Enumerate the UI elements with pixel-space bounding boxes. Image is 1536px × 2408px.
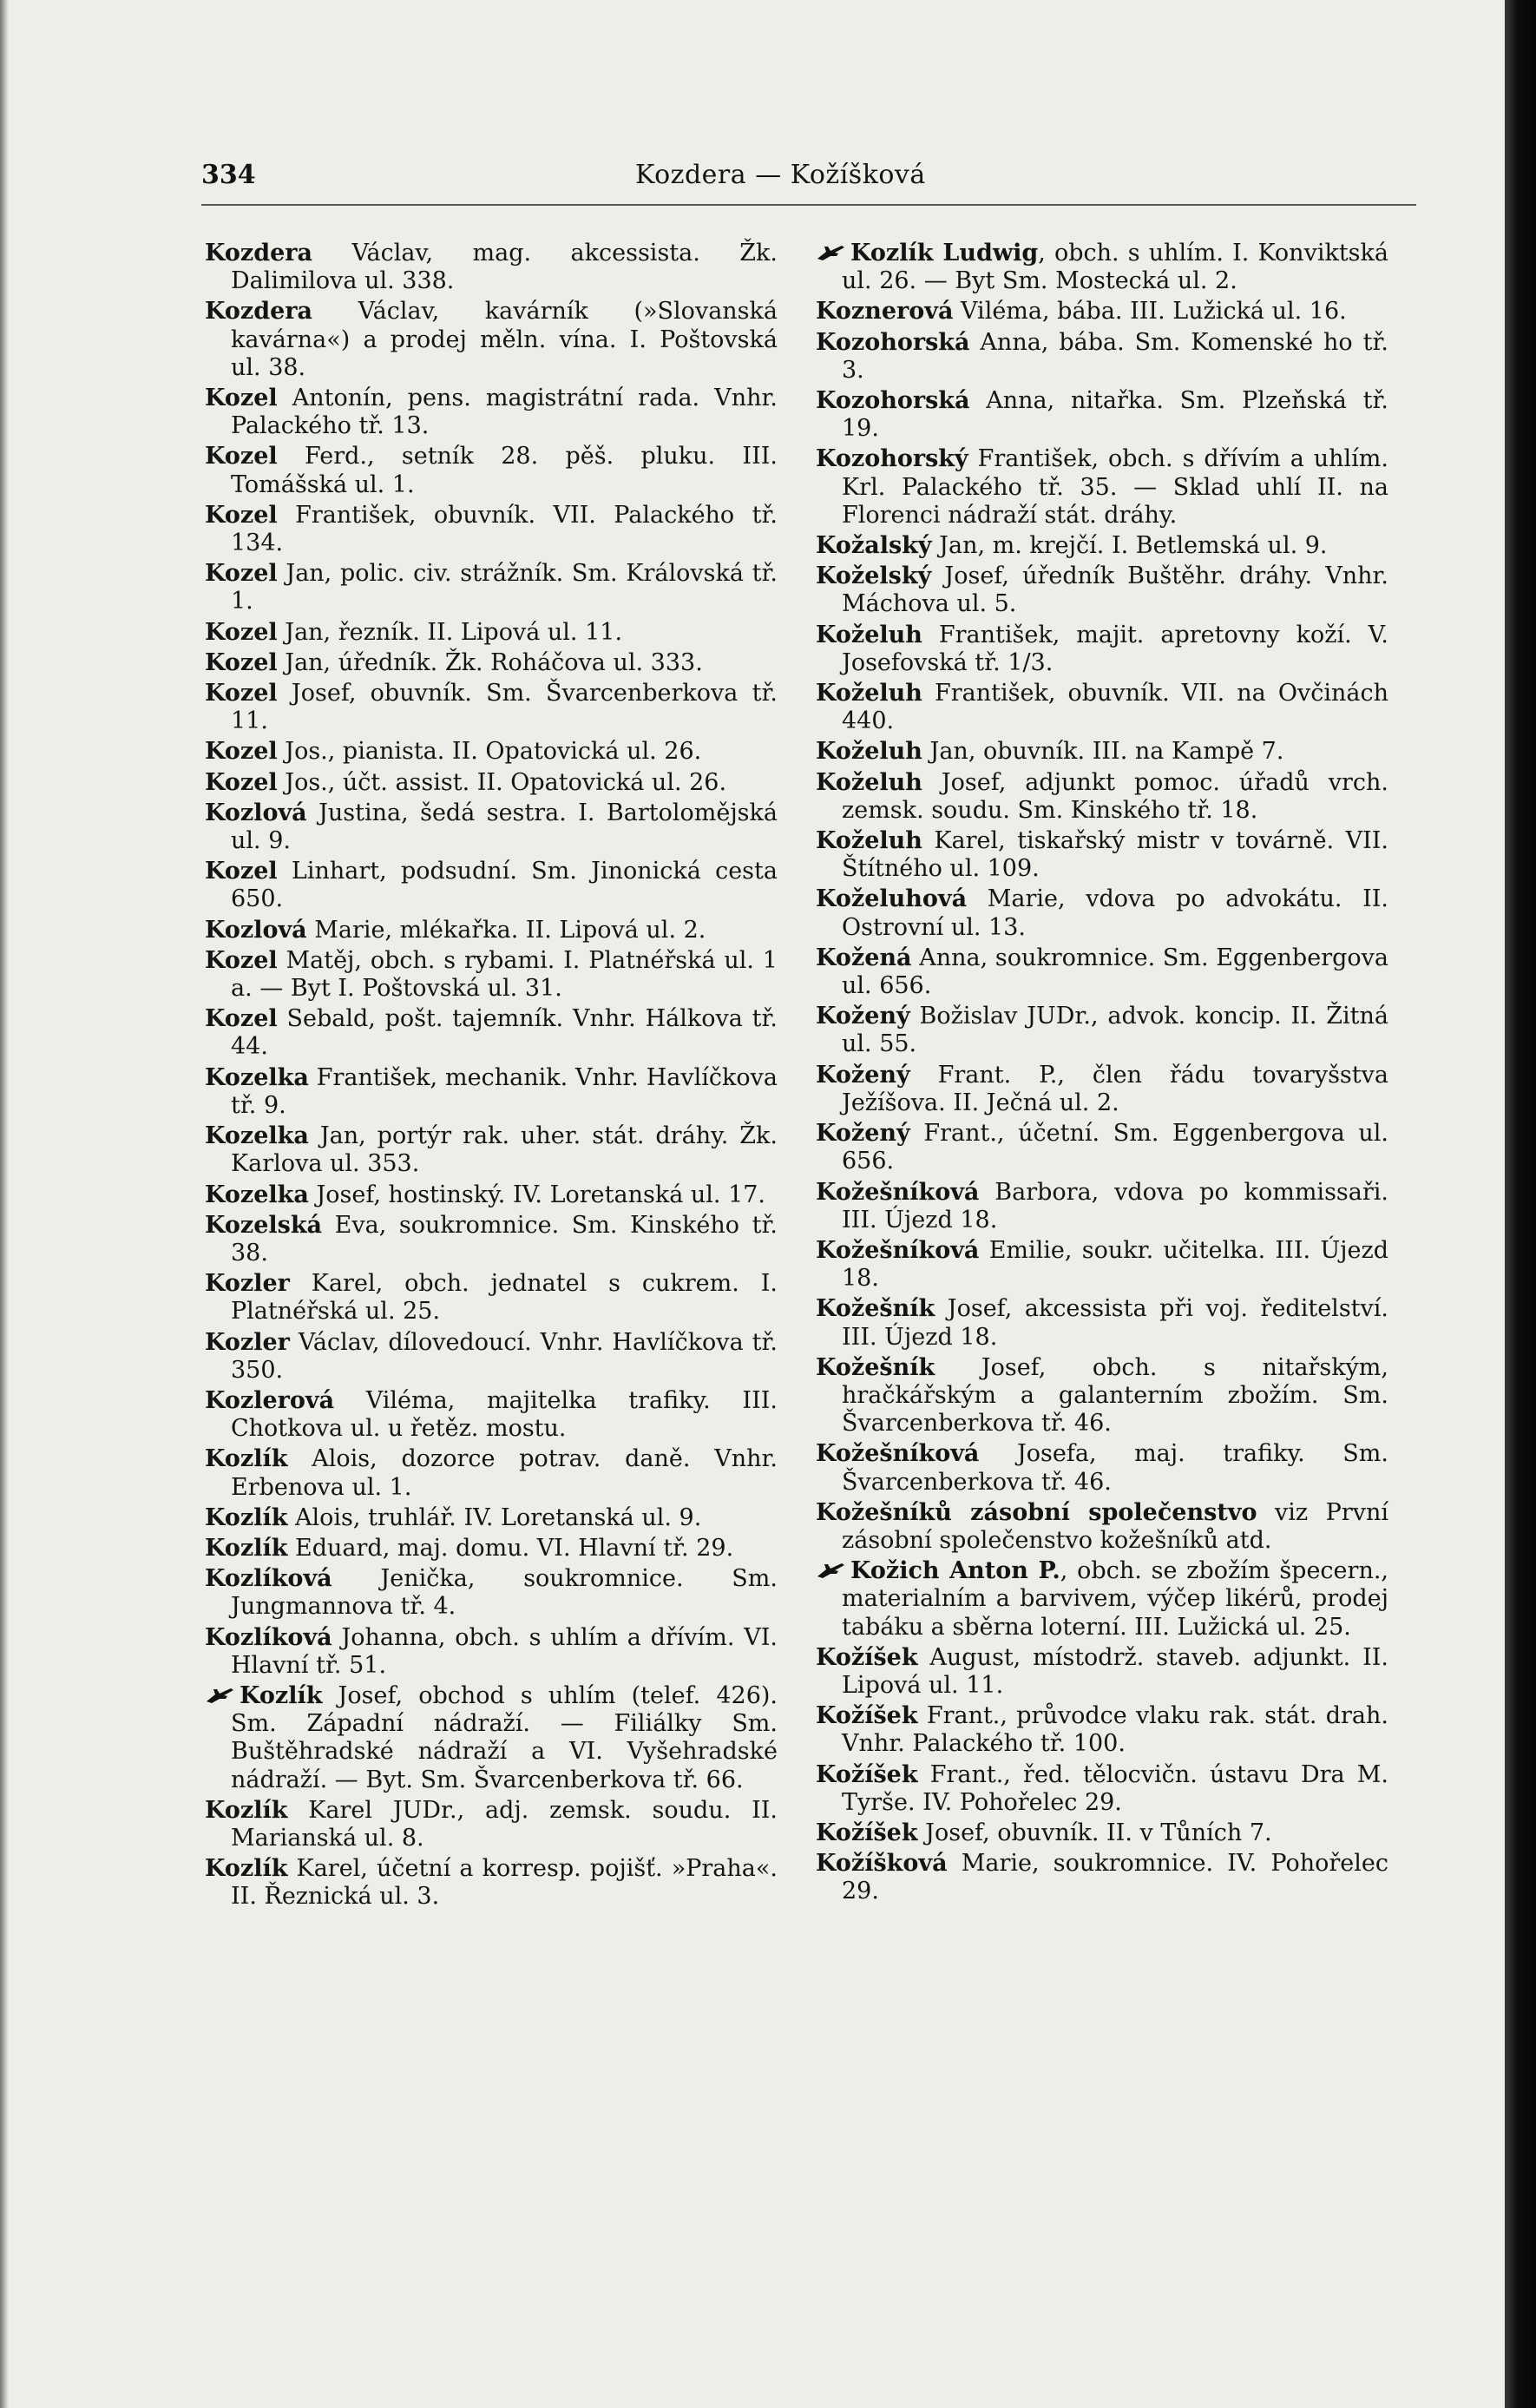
entry-name: Kozel [205, 1005, 278, 1033]
entry-details: Eduard, maj. domu. VI. Hlavní tř. 29. [287, 1534, 734, 1562]
entry-details: Barbora, vdova po kommissaři. III. Újezd 18. [842, 1178, 1388, 1234]
entry-name: Kozel [205, 385, 278, 412]
entry-details: Jos., účt. assist. II. Opatovická ul. 26. [277, 768, 727, 796]
directory-entry [205, 680, 778, 735]
directory-entry [816, 1179, 1388, 1234]
directory-entry [816, 1062, 1388, 1117]
entry-name: Kozohorská [816, 328, 970, 356]
entry-name: Kozel [205, 768, 278, 796]
directory-entry [205, 1064, 778, 1120]
entry-name: Kozel [205, 443, 278, 470]
entry-name: Kožich Anton P. [850, 1557, 1060, 1585]
directory-entry [816, 827, 1388, 883]
entry-name: Kozlík [205, 1445, 288, 1473]
entry-name: Kožená [816, 944, 912, 971]
directory-entry [816, 738, 1388, 766]
directory-entry [816, 445, 1388, 530]
entry-name: Kožešníková [816, 1440, 980, 1468]
entry-name: Koželuhová [816, 885, 968, 913]
entry-name: Koželský [816, 563, 932, 590]
directory-entry [816, 1354, 1388, 1438]
directory-entry [205, 1270, 778, 1326]
entry-name: Koželuh [816, 768, 922, 796]
entry-details: Jos., pianista. II. Opatovická ul. 26. [277, 738, 702, 766]
entry-details: Karel JUDr., adj. zemsk. soudu. II. Marianská ul. 8. [231, 1796, 778, 1852]
entry-name: Kozlík [205, 1796, 288, 1824]
directory-entry [816, 1237, 1388, 1293]
right-column [816, 240, 1388, 1909]
directory-entry [205, 917, 778, 944]
entry-details: Ferd., setník 28. pěš. pluku. III. Tomášská ul. 1. [231, 443, 778, 498]
directory-entry [205, 1565, 778, 1621]
directory-entry [816, 944, 1388, 1000]
header-rule [201, 204, 1416, 206]
entry-details: Josef, obchod s uhlím (telef. 426). Sm. Západní nádraží. — Filiálky Sm. Buštěhradské nádraží a VI. Vyšehradské nádraží. — Byt. Sm. Švarcenberkova tř. 66. [231, 1681, 778, 1793]
directory-entry [816, 769, 1388, 825]
directory-entry [205, 1387, 778, 1443]
entry-name: Kozelská [205, 1211, 323, 1239]
entry-name: Kozlík [240, 1681, 323, 1709]
directory-entry [205, 1855, 778, 1911]
directory-entry [205, 1005, 778, 1061]
entry-details: Frant., průvodce vlaku rak. stát. drah. Vnhr. Palackého tř. 100. [842, 1702, 1388, 1758]
directory-entry [816, 329, 1388, 385]
directory-entry [816, 387, 1388, 443]
directory-entry [205, 738, 778, 766]
entry-name: Kozohorská [816, 387, 970, 415]
entry-name: Kožíšek [816, 1760, 918, 1788]
directory-entry [205, 947, 778, 1003]
entry-details: Matěj, obch. s rybami. I. Platnéřská ul. 1 a. — Byt I. Poštovská ul. 31. [231, 946, 778, 1003]
directory-entry [816, 885, 1388, 941]
directory-entry [205, 502, 778, 557]
entry-name: Kozler [205, 1270, 290, 1298]
entry-details: Frant. P., člen řádu tovaryšstva Ježíšova. II. Ječná ul. 2. [842, 1061, 1388, 1116]
entry-name: Kozlík [205, 1503, 288, 1531]
entry-details: Václav, kavárník (»Slovanská kavárna«) a prodej měln. vína. I. Poštovská ul. 38. [231, 298, 778, 381]
entry-name: Kožešník [816, 1295, 935, 1323]
entry-details: Karel, tiskařský mistr v továrně. VII. Štítného ul. 109. [842, 827, 1388, 883]
entry-details: Sebald, pošt. tajemník. Vnhr. Hálkova tř. 44. [231, 1005, 778, 1061]
entry-details: Anna, bába. Sm. Komenské ho tř. 3. [842, 328, 1388, 384]
entry-details: Viléma, majitelka trafiky. III. Chotkova ul. u řetěz. mostu. [231, 1386, 778, 1443]
entry-details: Josef, adjunkt pomoc. úřadů vrch. zemsk. soudu. Sm. Kinského tř. 18. [842, 768, 1388, 824]
entry-details: František, majit. apretovny koží. V. Josefovská tř. 1/3. [842, 621, 1388, 676]
directory-entry [205, 385, 778, 440]
entry-details: viz První zásobní společenstvo kožešníků atd. [842, 1498, 1388, 1554]
entry-name: Kozel [205, 946, 278, 974]
entry-details: Václav, dílovedoucí. Vnhr. Havlíčkova tř. 350. [231, 1328, 778, 1384]
entry-details: Frant., účetní. Sm. Eggenbergova ul. 656. [842, 1120, 1388, 1175]
directory-entry [816, 1120, 1388, 1175]
entry-details: Jenička, soukromnice. Sm. Jungmannova tř. 4. [231, 1565, 778, 1621]
entry-details: Jan, řezník. II. Lipová ul. 11. [277, 618, 623, 646]
entry-details: Anna, nitařka. Sm. Plzeňská tř. 19. [842, 387, 1388, 443]
directory-entry [816, 1003, 1388, 1058]
directory-entry [205, 240, 778, 295]
entry-name: Kozlová [205, 916, 307, 944]
running-head: Kozdera — Kožíšková [635, 160, 926, 190]
entry-details: František, obuvník. VII. Palackého tř. 134. [231, 501, 778, 557]
entry-name: Kozel [205, 738, 278, 766]
entry-name: Kožešník [816, 1353, 935, 1381]
directory-entry [816, 1557, 1388, 1642]
entry-name: Kozler [205, 1328, 290, 1356]
entry-name: Kozlová [205, 799, 307, 826]
entry-name: Kožešníková [816, 1236, 980, 1264]
entry-name: Kožený [816, 1003, 910, 1030]
entry-details: Josef, obuvník. Sm. Švarcenberkova tř. 11. [231, 680, 778, 735]
directory-entry [816, 1850, 1388, 1905]
entry-details: Antonín, pens. magistrátní rada. Vnhr. Palackého tř. 13. [231, 385, 778, 440]
entry-name: Kozel [205, 648, 278, 676]
directory-entry [205, 1797, 778, 1852]
entry-details: Božislav JUDr., advok. koncip. II. Žitná ul. 55. [842, 1003, 1388, 1058]
directory-entry [205, 619, 778, 647]
directory-entry [816, 680, 1388, 735]
directory-entry [816, 532, 1388, 560]
directory-entry [205, 443, 778, 498]
entry-details: Alois, truhlář. IV. Loretanská ul. 9. [287, 1503, 702, 1531]
entry-name: Koželuh [816, 827, 922, 855]
entry-details: Jan, obuvník. III. na Kampě 7. [922, 738, 1284, 766]
entry-details: Frant., řed. tělocvičn. ústavu Dra M. Tyrše. IV. Pohořelec 29. [842, 1760, 1388, 1816]
entry-name: Kozel [205, 858, 278, 885]
entry-name: Kozel [205, 560, 278, 588]
entry-details: Viléma, bába. III. Lužická ul. 16. [953, 298, 1347, 326]
directory-entry [816, 1761, 1388, 1817]
directory-entry [816, 622, 1388, 677]
page-number: 334 [201, 160, 256, 190]
entry-name: Kozelka [205, 1181, 309, 1208]
entry-details: August, místodrž. staveb. adjunkt. II. Lipová ul. 11. [842, 1643, 1388, 1699]
entry-name: Kozelka [205, 1063, 309, 1091]
entry-details: Anna, soukromnice. Sm. Eggenbergova ul. 656. [842, 944, 1388, 1000]
entry-name: Kožíšek [816, 1702, 918, 1730]
entry-details: Marie, mlékařka. II. Lipová ul. 2. [306, 916, 706, 944]
directory-entry [816, 1702, 1388, 1758]
entry-details: Justina, šedá sestra. I. Bartolomějská ul. 9. [231, 799, 778, 855]
entry-details: František, obuvník. VII. na Ovčinách 440. [842, 680, 1388, 735]
entry-name: Kozel [205, 501, 278, 529]
entry-details: , obch. s uhlím. I. Konviktská ul. 26. — Byt Sm. Mostecká ul. 2. [842, 240, 1388, 295]
entry-details: Karel, obch. jednatel s cukrem. I. Platnéřská ul. 25. [231, 1270, 778, 1326]
directory-entry [205, 1212, 778, 1267]
page-header [201, 156, 1416, 200]
entry-details: Marie, vdova po advokátu. II. Ostrovní ul. 13. [842, 885, 1388, 941]
directory-entry [205, 649, 778, 677]
entry-name: Kožíšková [816, 1850, 948, 1878]
directory-entry [816, 1295, 1388, 1351]
entry-details: František, mechanik. Vnhr. Havlíčkova tř. 9. [231, 1063, 778, 1119]
entry-details: Josef, akcessista při voj. ředitelství. III. Újezd 18. [842, 1295, 1388, 1351]
entry-details: Josef, úředník Buštěhr. dráhy. Vnhr. Máchova ul. 5. [842, 563, 1388, 618]
entry-name: Kozlík [205, 1855, 288, 1883]
entry-name: Kožený [816, 1120, 910, 1148]
entry-name: Kožalský [816, 532, 932, 560]
entry-details: Jan, portýr rak. uher. stát. dráhy. Žk. Karlova ul. 353. [231, 1122, 778, 1178]
directory-entry [205, 1504, 778, 1532]
entry-name: Kožíšek [816, 1819, 918, 1846]
entry-details: Linhart, podsudní. Sm. Jinonická cesta 650. [231, 858, 778, 913]
entry-name: Kožešníková [816, 1178, 980, 1206]
directory-entry [816, 1440, 1388, 1496]
directory-entry [205, 1682, 778, 1794]
entry-name: Kožešníků zásobní společenstvo [816, 1498, 1257, 1526]
entry-name: Kozlík [205, 1534, 288, 1562]
directory-entry [205, 1445, 778, 1501]
entry-details: Jan, úředník. Žk. Roháčova ul. 333. [277, 648, 703, 676]
entry-name: Kožíšek [816, 1643, 918, 1671]
entry-details: Jan, polic. civ. strážník. Sm. Královská tř. 1. [231, 560, 778, 615]
entry-name: Kozelka [205, 1122, 309, 1150]
entry-details: , obch. se zbožím špecern., materialním a barvivem, výčep likérů, prodej tabáku a sběrna loterní. III. Lužická ul. 25. [842, 1557, 1388, 1641]
directory-entry [205, 1535, 778, 1563]
entry-name: Koželuh [816, 738, 922, 766]
pointing-hand-icon [816, 1561, 847, 1580]
directory-entry [816, 298, 1388, 326]
directory-entry [205, 1329, 778, 1385]
directory-entry [205, 1122, 778, 1178]
page-binding-edge [1505, 0, 1536, 2408]
directory-entry [205, 799, 778, 855]
entry-name: Kozlerová [205, 1386, 335, 1414]
pointing-hand-icon [205, 1686, 236, 1705]
entry-details: Václav, mag. akcessista. Žk. Dalimilova ul. 338. [231, 240, 778, 295]
entry-details: Josefa, maj. trafiky. Sm. Švarcenberkova tř. 46. [842, 1440, 1388, 1496]
directory-entry [205, 298, 778, 382]
entry-details: Alois, dozorce potrav. daně. Vnhr. Erbenova ul. 1. [231, 1445, 778, 1501]
entry-details: Josef, hostinský. IV. Loretanská ul. 17. [308, 1181, 766, 1208]
entry-details: Josef, obch. s nitařským, hračkářským a galanterním zbožím. Sm. Švarcenberkova tř. 46. [842, 1353, 1388, 1438]
entry-name: Koželuh [816, 680, 922, 707]
entry-name: Kozohorský [816, 445, 968, 473]
directory-entry [816, 1819, 1388, 1847]
directory-entry [816, 563, 1388, 618]
entry-name: Koželuh [816, 621, 922, 648]
entry-name: Kozdera [205, 240, 312, 266]
page-shadow-left [0, 0, 9, 2408]
entry-details: František, obch. s dřívím a uhlím. Krl. Palackého tř. 35. — Sklad uhlí II. na Florenci nádraží stát. dráhy. [842, 445, 1388, 529]
entry-name: Kozlík Ludwig [850, 240, 1039, 266]
entry-details: Marie, soukromnice. IV. Pohořelec 29. [842, 1850, 1388, 1905]
entry-name: Koznerová [816, 298, 954, 326]
directory-entry [205, 1624, 778, 1680]
entry-name: Kozlíková [205, 1623, 332, 1651]
entry-name: Kozel [205, 618, 278, 646]
directory-entry [816, 1499, 1388, 1555]
pointing-hand-icon [816, 243, 847, 262]
entry-details: Jan, m. krejčí. I. Betlemská ul. 9. [931, 532, 1328, 560]
entry-name: Kozdera [205, 298, 312, 326]
directory-entry [816, 240, 1388, 295]
entry-details: Karel, účetní a korresp. pojišť. »Praha«. II. Řeznická ul. 3. [231, 1855, 778, 1911]
entry-details: Josef, obuvník. II. v Tůních 7. [917, 1819, 1272, 1846]
entry-name: Kozlíková [205, 1565, 332, 1593]
entry-details: Eva, soukromnice. Sm. Kinského tř. 38. [231, 1211, 778, 1267]
directory-entry [205, 858, 778, 913]
entry-details: Johanna, obch. s uhlím a dřívím. VI. Hlavní tř. 51. [231, 1623, 778, 1679]
directory-entry [205, 769, 778, 797]
entry-details: Emilie, soukr. učitelka. III. Újezd 18. [842, 1236, 1388, 1293]
directory-entry [205, 1181, 778, 1209]
directory-entry [205, 560, 778, 615]
directory-entry [816, 1644, 1388, 1700]
entry-name: Kožený [816, 1061, 910, 1089]
entry-name: Kozel [205, 680, 278, 707]
left-column [205, 240, 778, 1914]
